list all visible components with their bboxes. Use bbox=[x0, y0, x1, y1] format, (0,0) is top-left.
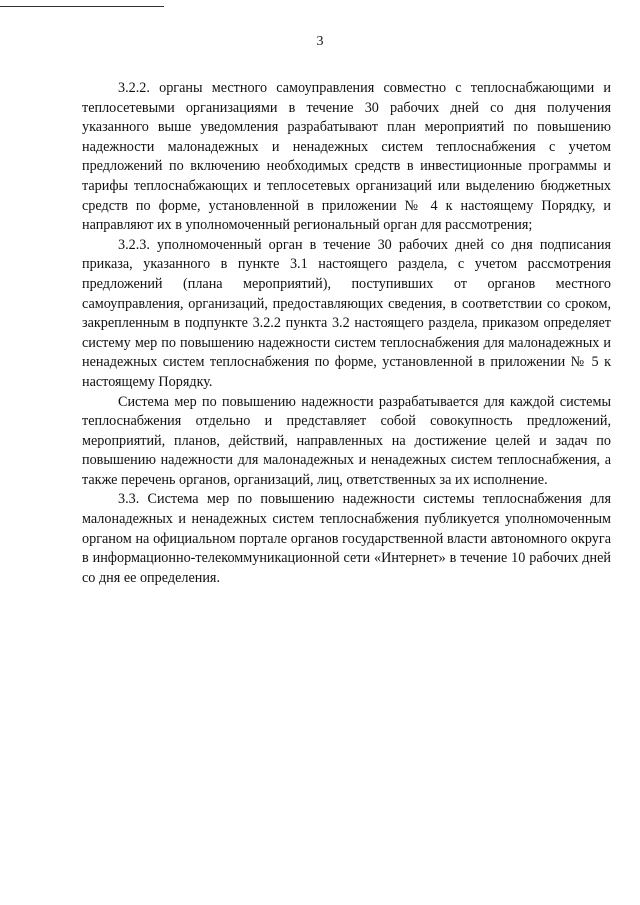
page-number: 3 bbox=[316, 34, 324, 49]
top-rule bbox=[0, 6, 164, 7]
paragraph-3-2-3: 3.2.3. уполномоченный орган в течение 30 рабочих дней со дня подписания приказа, указанного в пункте 3.1 настоящего раздела, с учетом рассмотрения предложений (плана мероприятий), поступивших от органов местного самоуправления, организаций, предоставляющих сведения, в соответствии со сроком, закрепленным в подпункте 3.2.2 пункта 3.2 настоящего раздела, приказом определяет систему мер по повышению надежности систем теплоснабжения для малонадежных и ненадежных систем теплоснабжения по форме, установленной в приложении № 5 к настоящему Порядку. bbox=[82, 236, 611, 390]
paragraph-3-3: 3.3. Система мер по повышению надежности системы теплоснабжения для малонадежных и ненадежных систем теплоснабжения публикуется уполномоченным органом на официальном портале органов государственной власти автономного округа в информационно-телекоммуникационной сети «Интернет» в течение 10 рабочих дней со дня ее определения. bbox=[82, 491, 611, 586]
document-body bbox=[82, 79, 611, 588]
paragraph-measures-system: Система мер по повышению надежности разрабатывается для каждой системы теплоснабжения отдельно и представляет собой совокупность предложений, мероприятий, планов, действий, направленных на достижение целей и задач по повышению надежности для малонадежных и ненадежных систем теплоснабжения, а также перечень органов, организаций, лиц, ответственных за их исполнение. bbox=[82, 393, 611, 488]
paragraph-3-2-2: 3.2.2. органы местного самоуправления совместно с теплоснабжающими и теплосетевыми организациями в течение 30 рабочих дней со дня получения указанного выше уведомления разрабатывают план мероприятий по повышению надежности малонадежных и ненадежных систем теплоснабжения с учетом предложений по включению необходимых средств в инвестиционные программы и тарифы теплоснабжающих и теплосетевых организаций или выделению бюджетных средств по форме, установленной в приложении № 4 к настоящему Порядку, и направляют их в уполномоченный региональный орган для рассмотрения; bbox=[82, 80, 611, 234]
